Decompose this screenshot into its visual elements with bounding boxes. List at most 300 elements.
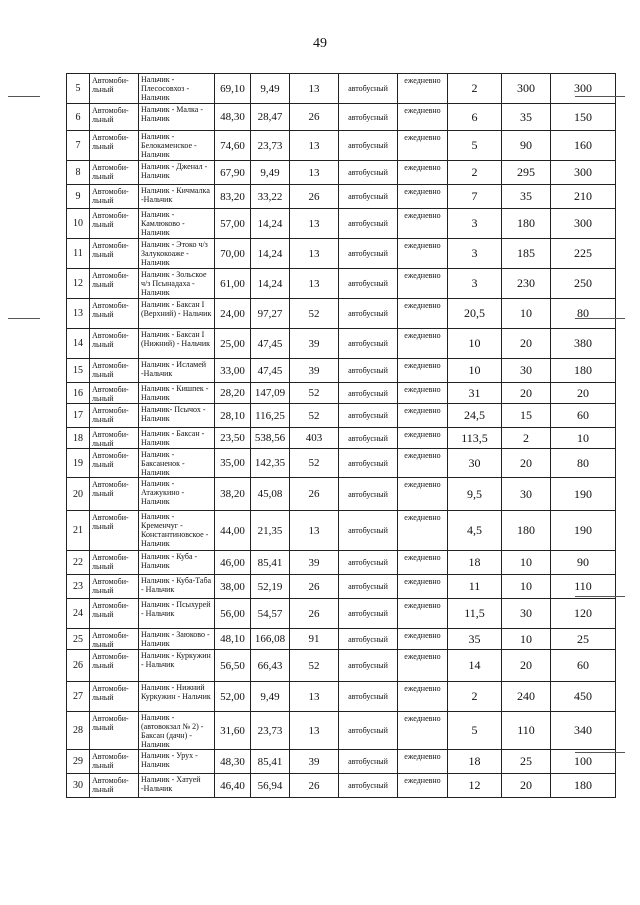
table-row xyxy=(67,359,616,383)
cell-type: Автомоби-льный xyxy=(90,185,139,209)
cell-v1: 147,09 xyxy=(251,383,290,404)
cell-route: Нальчик - Исламей -Нальчик xyxy=(139,359,215,383)
cell-freq: ежедневно xyxy=(398,428,448,449)
cell-n2: 20 xyxy=(502,650,551,682)
cell-n1: 12 xyxy=(448,774,502,798)
cell-n2: 10 xyxy=(502,551,551,575)
cell-mode: автобусный xyxy=(339,428,398,449)
cell-type: Автомоби-льный xyxy=(90,551,139,575)
cell-mode: автобусный xyxy=(339,511,398,551)
cell-no: 7 xyxy=(67,131,90,161)
cell-type: Автомоби-льный xyxy=(90,329,139,359)
margin-dash xyxy=(575,318,625,319)
cell-n1: 14 xyxy=(448,650,502,682)
cell-n1: 30 xyxy=(448,449,502,478)
cell-mode: автобусный xyxy=(339,774,398,798)
cell-n2: 180 xyxy=(502,209,551,239)
cell-n1: 113,5 xyxy=(448,428,502,449)
table-row xyxy=(67,299,616,329)
cell-dist: 67,90 xyxy=(215,161,251,185)
cell-dist: 44,00 xyxy=(215,511,251,551)
cell-n1: 35 xyxy=(448,629,502,650)
cell-n2: 20 xyxy=(502,329,551,359)
cell-freq: ежедневно xyxy=(398,239,448,269)
cell-route: Нальчик - Атажукино - Нальчик xyxy=(139,478,215,511)
cell-mode: автобусный xyxy=(339,329,398,359)
cell-n2: 15 xyxy=(502,404,551,428)
cell-v2: 52 xyxy=(290,299,339,329)
cell-n3: 110 xyxy=(551,575,616,599)
cell-n1: 2 xyxy=(448,682,502,712)
cell-no: 14 xyxy=(67,329,90,359)
cell-mode: автобусный xyxy=(339,449,398,478)
cell-v1: 9,49 xyxy=(251,161,290,185)
cell-mode: автобусный xyxy=(339,629,398,650)
cell-n1: 18 xyxy=(448,750,502,774)
cell-dist: 24,00 xyxy=(215,299,251,329)
cell-mode: автобусный xyxy=(339,74,398,104)
cell-no: 22 xyxy=(67,551,90,575)
cell-v2: 52 xyxy=(290,449,339,478)
cell-type: Автомоби-льный xyxy=(90,478,139,511)
cell-v1: 142,35 xyxy=(251,449,290,478)
cell-no: 23 xyxy=(67,575,90,599)
cell-type: Автомоби-льный xyxy=(90,131,139,161)
cell-n3: 180 xyxy=(551,359,616,383)
cell-n2: 25 xyxy=(502,750,551,774)
table-row xyxy=(67,682,616,712)
cell-freq: ежедневно xyxy=(398,383,448,404)
cell-n2: 20 xyxy=(502,449,551,478)
cell-v2: 26 xyxy=(290,599,339,629)
cell-n2: 240 xyxy=(502,682,551,712)
cell-no: 9 xyxy=(67,185,90,209)
cell-n3: 100 xyxy=(551,750,616,774)
cell-n3: 60 xyxy=(551,650,616,682)
cell-freq: ежедневно xyxy=(398,161,448,185)
cell-mode: автобусный xyxy=(339,712,398,750)
table-row xyxy=(67,750,616,774)
cell-no: 10 xyxy=(67,209,90,239)
cell-route: Нальчик - Плесосовхоз - Нальчик xyxy=(139,74,215,104)
cell-dist: 23,50 xyxy=(215,428,251,449)
cell-route: Нальчик - Заюково - Нальчик xyxy=(139,629,215,650)
cell-route: Нальчик - Кичмалка -Нальчик xyxy=(139,185,215,209)
table-row xyxy=(67,131,616,161)
cell-dist: 52,00 xyxy=(215,682,251,712)
cell-type: Автомоби-льный xyxy=(90,104,139,131)
cell-freq: ежедневно xyxy=(398,511,448,551)
cell-mode: автобусный xyxy=(339,551,398,575)
cell-n3: 10 xyxy=(551,428,616,449)
table-row xyxy=(67,599,616,629)
table-row xyxy=(67,104,616,131)
cell-mode: автобусный xyxy=(339,299,398,329)
cell-n2: 2 xyxy=(502,428,551,449)
cell-mode: автобусный xyxy=(339,383,398,404)
cell-freq: ежедневно xyxy=(398,185,448,209)
table-row xyxy=(67,774,616,798)
cell-type: Автомоби-льный xyxy=(90,209,139,239)
cell-n1: 3 xyxy=(448,239,502,269)
cell-dist: 74,60 xyxy=(215,131,251,161)
cell-route: Нальчик - Дженал - Нальчик xyxy=(139,161,215,185)
margin-dash xyxy=(8,318,40,319)
cell-mode: автобусный xyxy=(339,239,398,269)
cell-freq: ежедневно xyxy=(398,359,448,383)
cell-freq: ежедневно xyxy=(398,682,448,712)
cell-n1: 5 xyxy=(448,131,502,161)
cell-mode: автобусный xyxy=(339,650,398,682)
cell-dist: 28,20 xyxy=(215,383,251,404)
cell-v2: 39 xyxy=(290,329,339,359)
cell-n3: 190 xyxy=(551,478,616,511)
cell-route: Нальчик - Этоко ч/з Залукокоаже - Нальчик xyxy=(139,239,215,269)
cell-v2: 26 xyxy=(290,478,339,511)
margin-dash xyxy=(575,96,625,97)
cell-freq: ежедневно xyxy=(398,650,448,682)
cell-mode: автобусный xyxy=(339,404,398,428)
cell-route: Нальчик - Урух - Нальчик xyxy=(139,750,215,774)
cell-type: Автомоби-льный xyxy=(90,299,139,329)
cell-v2: 403 xyxy=(290,428,339,449)
cell-n3: 90 xyxy=(551,551,616,575)
cell-v2: 13 xyxy=(290,239,339,269)
table-row xyxy=(67,404,616,428)
cell-v1: 54,57 xyxy=(251,599,290,629)
cell-n1: 7 xyxy=(448,185,502,209)
cell-v2: 13 xyxy=(290,682,339,712)
cell-type: Автомоби-льный xyxy=(90,269,139,299)
cell-n3: 150 xyxy=(551,104,616,131)
cell-route: Нальчик - Белокаменское - Нальчик xyxy=(139,131,215,161)
cell-n3: 20 xyxy=(551,383,616,404)
cell-n1: 6 xyxy=(448,104,502,131)
cell-dist: 48,30 xyxy=(215,104,251,131)
cell-n1: 5 xyxy=(448,712,502,750)
cell-route: Нальчик - Баксан I (Нижний) - Нальчик xyxy=(139,329,215,359)
cell-n2: 230 xyxy=(502,269,551,299)
cell-n2: 10 xyxy=(502,629,551,650)
cell-v1: 66,43 xyxy=(251,650,290,682)
cell-n3: 300 xyxy=(551,209,616,239)
cell-n2: 295 xyxy=(502,161,551,185)
cell-n2: 30 xyxy=(502,599,551,629)
cell-v1: 47,45 xyxy=(251,329,290,359)
cell-route: Нальчик - Нижний Куркужин - Нальчик xyxy=(139,682,215,712)
cell-mode: автобусный xyxy=(339,131,398,161)
cell-freq: ежедневно xyxy=(398,629,448,650)
cell-v1: 21,35 xyxy=(251,511,290,551)
cell-no: 24 xyxy=(67,599,90,629)
cell-mode: автобусный xyxy=(339,161,398,185)
cell-v1: 85,41 xyxy=(251,750,290,774)
cell-type: Автомоби-льный xyxy=(90,239,139,269)
cell-no: 8 xyxy=(67,161,90,185)
cell-mode: автобусный xyxy=(339,478,398,511)
table-row xyxy=(67,575,616,599)
cell-mode: автобусный xyxy=(339,599,398,629)
cell-v1: 538,56 xyxy=(251,428,290,449)
cell-n3: 180 xyxy=(551,774,616,798)
cell-v1: 52,19 xyxy=(251,575,290,599)
cell-mode: автобусный xyxy=(339,750,398,774)
cell-route: Нальчик - Куба - Нальчик xyxy=(139,551,215,575)
cell-n1: 24,5 xyxy=(448,404,502,428)
cell-n3: 80 xyxy=(551,299,616,329)
cell-mode: автобусный xyxy=(339,209,398,239)
cell-v2: 39 xyxy=(290,359,339,383)
cell-n3: 300 xyxy=(551,74,616,104)
cell-route: Нальчик - Хатуей -Нальчик xyxy=(139,774,215,798)
cell-freq: ежедневно xyxy=(398,478,448,511)
cell-type: Автомоби-льный xyxy=(90,449,139,478)
cell-v1: 9,49 xyxy=(251,682,290,712)
cell-n2: 10 xyxy=(502,575,551,599)
cell-n1: 10 xyxy=(448,329,502,359)
cell-freq: ежедневно xyxy=(398,74,448,104)
margin-dash xyxy=(575,596,625,597)
cell-type: Автомоби-льный xyxy=(90,383,139,404)
table-row xyxy=(67,712,616,750)
table-row xyxy=(67,650,616,682)
cell-mode: автобусный xyxy=(339,185,398,209)
cell-type: Автомоби-льный xyxy=(90,629,139,650)
cell-n2: 30 xyxy=(502,359,551,383)
cell-v2: 52 xyxy=(290,650,339,682)
cell-n1: 2 xyxy=(448,74,502,104)
cell-no: 25 xyxy=(67,629,90,650)
cell-no: 15 xyxy=(67,359,90,383)
cell-n2: 20 xyxy=(502,383,551,404)
cell-v2: 26 xyxy=(290,185,339,209)
cell-v1: 47,45 xyxy=(251,359,290,383)
cell-v2: 13 xyxy=(290,269,339,299)
cell-v1: 14,24 xyxy=(251,269,290,299)
cell-n3: 60 xyxy=(551,404,616,428)
cell-v2: 13 xyxy=(290,209,339,239)
cell-dist: 28,10 xyxy=(215,404,251,428)
cell-dist: 46,00 xyxy=(215,551,251,575)
cell-route: Нальчик - (автовокзал № 2) - Баксан (дачн) - Нальчик xyxy=(139,712,215,750)
cell-n3: 450 xyxy=(551,682,616,712)
cell-dist: 38,00 xyxy=(215,575,251,599)
table-body xyxy=(67,74,616,798)
cell-n3: 160 xyxy=(551,131,616,161)
cell-dist: 35,00 xyxy=(215,449,251,478)
cell-route: Нальчик - Куркужин - Нальчик xyxy=(139,650,215,682)
cell-n1: 11,5 xyxy=(448,599,502,629)
cell-type: Автомоби-льный xyxy=(90,359,139,383)
cell-v2: 13 xyxy=(290,74,339,104)
cell-v1: 14,24 xyxy=(251,239,290,269)
cell-n3: 300 xyxy=(551,161,616,185)
cell-dist: 70,00 xyxy=(215,239,251,269)
cell-route: Нальчик - Малка - Нальчик xyxy=(139,104,215,131)
cell-n2: 300 xyxy=(502,74,551,104)
table-row xyxy=(67,329,616,359)
cell-no: 5 xyxy=(67,74,90,104)
cell-v1: 85,41 xyxy=(251,551,290,575)
cell-n2: 20 xyxy=(502,774,551,798)
cell-no: 11 xyxy=(67,239,90,269)
cell-dist: 56,50 xyxy=(215,650,251,682)
cell-route: Нальчик - Баксаненок - Нальчик xyxy=(139,449,215,478)
cell-no: 19 xyxy=(67,449,90,478)
cell-v2: 52 xyxy=(290,383,339,404)
cell-mode: автобусный xyxy=(339,575,398,599)
cell-v2: 13 xyxy=(290,131,339,161)
cell-freq: ежедневно xyxy=(398,712,448,750)
cell-freq: ежедневно xyxy=(398,774,448,798)
cell-dist: 48,30 xyxy=(215,750,251,774)
cell-n1: 3 xyxy=(448,209,502,239)
page-number: 49 xyxy=(313,36,327,51)
cell-type: Автомоби-льный xyxy=(90,161,139,185)
cell-no: 28 xyxy=(67,712,90,750)
cell-dist: 46,40 xyxy=(215,774,251,798)
cell-dist: 83,20 xyxy=(215,185,251,209)
cell-v1: 33,22 xyxy=(251,185,290,209)
cell-dist: 31,60 xyxy=(215,712,251,750)
table-row xyxy=(67,428,616,449)
cell-freq: ежедневно xyxy=(398,599,448,629)
cell-type: Автомоби-льный xyxy=(90,428,139,449)
cell-route: Нальчик - Баксан I (Верхний) - Нальчик xyxy=(139,299,215,329)
cell-no: 20 xyxy=(67,478,90,511)
cell-v1: 9,49 xyxy=(251,74,290,104)
cell-freq: ежедневно xyxy=(398,269,448,299)
cell-type: Автомоби-льный xyxy=(90,774,139,798)
cell-no: 30 xyxy=(67,774,90,798)
cell-route: Нальчик - Зольское ч/з Псынадаха - Нальчик xyxy=(139,269,215,299)
cell-n3: 80 xyxy=(551,449,616,478)
cell-route: Нальчик - Псыхурей - Нальчик xyxy=(139,599,215,629)
table-row xyxy=(67,185,616,209)
cell-freq: ежедневно xyxy=(398,104,448,131)
cell-n3: 25 xyxy=(551,629,616,650)
table-row xyxy=(67,383,616,404)
cell-n3: 225 xyxy=(551,239,616,269)
cell-n2: 110 xyxy=(502,712,551,750)
cell-n2: 90 xyxy=(502,131,551,161)
cell-dist: 56,00 xyxy=(215,599,251,629)
cell-mode: автобусный xyxy=(339,104,398,131)
margin-dash xyxy=(575,752,625,753)
cell-freq: ежедневно xyxy=(398,131,448,161)
table-row xyxy=(67,478,616,511)
cell-v1: 23,73 xyxy=(251,131,290,161)
cell-n3: 120 xyxy=(551,599,616,629)
cell-freq: ежедневно xyxy=(398,449,448,478)
cell-no: 12 xyxy=(67,269,90,299)
cell-mode: автобусный xyxy=(339,359,398,383)
routes-table xyxy=(66,73,616,798)
table-row xyxy=(67,449,616,478)
cell-v1: 45,08 xyxy=(251,478,290,511)
cell-dist: 38,20 xyxy=(215,478,251,511)
cell-route: Нальчик - Камлюково - Нальчик xyxy=(139,209,215,239)
cell-v1: 97,27 xyxy=(251,299,290,329)
cell-n1: 20,5 xyxy=(448,299,502,329)
cell-v1: 28,47 xyxy=(251,104,290,131)
cell-mode: автобусный xyxy=(339,269,398,299)
cell-type: Автомоби-льный xyxy=(90,404,139,428)
cell-no: 13 xyxy=(67,299,90,329)
cell-v1: 56,94 xyxy=(251,774,290,798)
cell-n1: 3 xyxy=(448,269,502,299)
cell-route: Нальчик- Псычох - Нальчик xyxy=(139,404,215,428)
cell-type: Автомоби-льный xyxy=(90,74,139,104)
cell-n1: 18 xyxy=(448,551,502,575)
cell-type: Автомоби-льный xyxy=(90,650,139,682)
cell-no: 27 xyxy=(67,682,90,712)
table-row xyxy=(67,74,616,104)
cell-v2: 26 xyxy=(290,104,339,131)
cell-no: 18 xyxy=(67,428,90,449)
cell-dist: 25,00 xyxy=(215,329,251,359)
cell-n3: 380 xyxy=(551,329,616,359)
cell-type: Автомоби-льный xyxy=(90,511,139,551)
table-row xyxy=(67,629,616,650)
cell-n1: 2 xyxy=(448,161,502,185)
cell-v2: 39 xyxy=(290,750,339,774)
cell-freq: ежедневно xyxy=(398,750,448,774)
cell-no: 6 xyxy=(67,104,90,131)
cell-freq: ежедневно xyxy=(398,299,448,329)
cell-type: Автомоби-льный xyxy=(90,682,139,712)
cell-type: Автомоби-льный xyxy=(90,599,139,629)
cell-freq: ежедневно xyxy=(398,404,448,428)
cell-n1: 10 xyxy=(448,359,502,383)
cell-type: Автомоби-льный xyxy=(90,712,139,750)
cell-type: Автомоби-льный xyxy=(90,575,139,599)
cell-no: 26 xyxy=(67,650,90,682)
cell-no: 21 xyxy=(67,511,90,551)
cell-freq: ежедневно xyxy=(398,329,448,359)
cell-v2: 13 xyxy=(290,511,339,551)
cell-route: Нальчик - Баксан - Нальчик xyxy=(139,428,215,449)
table-row xyxy=(67,161,616,185)
cell-n2: 35 xyxy=(502,104,551,131)
cell-n3: 250 xyxy=(551,269,616,299)
cell-n2: 180 xyxy=(502,511,551,551)
cell-v2: 39 xyxy=(290,551,339,575)
cell-n3: 340 xyxy=(551,712,616,750)
table-row xyxy=(67,511,616,551)
table-row xyxy=(67,269,616,299)
cell-n3: 210 xyxy=(551,185,616,209)
margin-dash xyxy=(8,96,40,97)
cell-route: Нальчик - Куба-Таба - Нальчик xyxy=(139,575,215,599)
cell-n1: 9,5 xyxy=(448,478,502,511)
cell-n2: 10 xyxy=(502,299,551,329)
cell-dist: 69,10 xyxy=(215,74,251,104)
cell-n1: 31 xyxy=(448,383,502,404)
cell-n2: 185 xyxy=(502,239,551,269)
cell-dist: 33,00 xyxy=(215,359,251,383)
table-row xyxy=(67,209,616,239)
cell-n2: 30 xyxy=(502,478,551,511)
table-row xyxy=(67,239,616,269)
table-row xyxy=(67,551,616,575)
cell-mode: автобусный xyxy=(339,682,398,712)
cell-v2: 13 xyxy=(290,161,339,185)
cell-v1: 14,24 xyxy=(251,209,290,239)
cell-v2: 26 xyxy=(290,575,339,599)
cell-type: Автомоби-льный xyxy=(90,750,139,774)
cell-dist: 57,00 xyxy=(215,209,251,239)
